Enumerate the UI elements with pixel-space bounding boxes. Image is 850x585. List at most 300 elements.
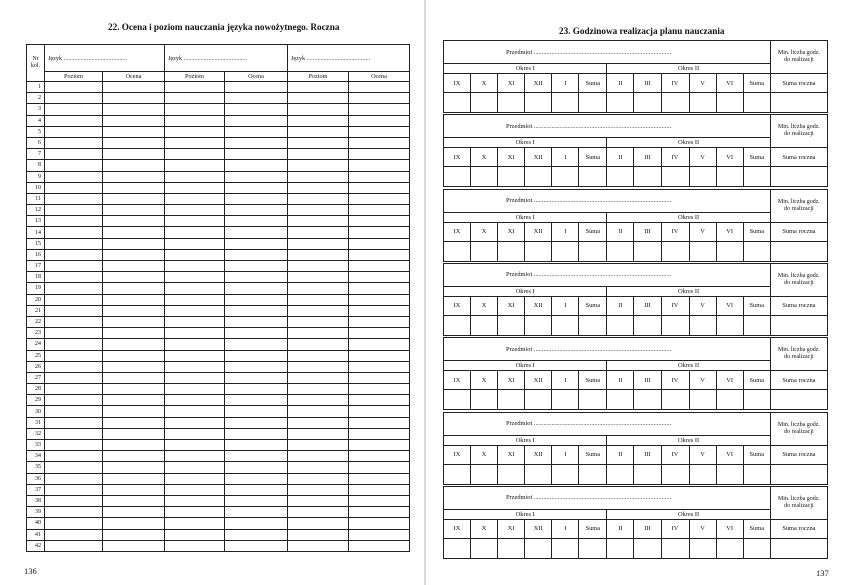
poziom-cell[interactable] [45, 272, 103, 283]
ocena-cell[interactable] [349, 294, 410, 305]
hours-cell[interactable] [743, 538, 770, 558]
ocena-cell[interactable] [225, 137, 288, 148]
poziom-cell[interactable] [165, 305, 225, 316]
hours-cell[interactable] [607, 241, 634, 261]
hours-cell[interactable] [770, 241, 827, 261]
hours-cell[interactable] [552, 464, 579, 484]
hours-cell[interactable] [525, 390, 552, 410]
ocena-cell[interactable] [225, 395, 288, 406]
ocena-cell[interactable] [103, 395, 165, 406]
ocena-cell[interactable] [103, 350, 165, 361]
poziom-cell[interactable] [45, 372, 103, 383]
poziom-cell[interactable] [288, 171, 349, 182]
ocena-cell[interactable] [349, 540, 410, 551]
poziom-cell[interactable] [288, 238, 349, 249]
poziom-cell[interactable] [45, 126, 103, 137]
poziom-cell[interactable] [288, 518, 349, 529]
ocena-cell[interactable] [349, 316, 410, 327]
hours-cell[interactable] [552, 167, 579, 187]
poziom-cell[interactable] [45, 249, 103, 260]
poziom-cell[interactable] [45, 428, 103, 439]
ocena-cell[interactable] [103, 384, 165, 395]
hours-cell[interactable] [471, 538, 498, 558]
hours-cell[interactable] [634, 167, 661, 187]
poziom-cell[interactable] [165, 171, 225, 182]
ocena-cell[interactable] [103, 126, 165, 137]
hours-cell[interactable] [661, 241, 689, 261]
hours-cell[interactable] [471, 390, 498, 410]
ocena-cell[interactable] [103, 328, 165, 339]
poziom-cell[interactable] [288, 160, 349, 171]
hours-cell[interactable] [770, 464, 827, 484]
ocena-cell[interactable] [225, 316, 288, 327]
ocena-cell[interactable] [349, 484, 410, 495]
ocena-cell[interactable] [225, 417, 288, 428]
ocena-cell[interactable] [349, 350, 410, 361]
poziom-cell[interactable] [165, 137, 225, 148]
poziom-cell[interactable] [288, 126, 349, 137]
ocena-cell[interactable] [103, 205, 165, 216]
hours-cell[interactable] [525, 167, 552, 187]
poziom-cell[interactable] [288, 540, 349, 551]
ocena-cell[interactable] [225, 216, 288, 227]
hours-cell[interactable] [716, 315, 743, 335]
hours-cell[interactable] [661, 538, 689, 558]
ocena-cell[interactable] [225, 294, 288, 305]
ocena-cell[interactable] [225, 507, 288, 518]
ocena-cell[interactable] [103, 171, 165, 182]
ocena-cell[interactable] [103, 484, 165, 495]
ocena-cell[interactable] [349, 171, 410, 182]
poziom-cell[interactable] [45, 149, 103, 160]
hours-cell[interactable] [716, 464, 743, 484]
ocena-cell[interactable] [349, 126, 410, 137]
ocena-cell[interactable] [225, 160, 288, 171]
hours-cell[interactable] [689, 93, 716, 113]
hours-cell[interactable] [471, 315, 498, 335]
ocena-cell[interactable] [225, 495, 288, 506]
hours-cell[interactable] [471, 464, 498, 484]
poziom-cell[interactable] [165, 372, 225, 383]
poziom-cell[interactable] [288, 350, 349, 361]
ocena-cell[interactable] [349, 104, 410, 115]
poziom-cell[interactable] [288, 305, 349, 316]
hours-cell[interactable] [552, 241, 579, 261]
hours-cell[interactable] [689, 464, 716, 484]
ocena-cell[interactable] [349, 507, 410, 518]
ocena-cell[interactable] [103, 137, 165, 148]
hours-cell[interactable] [743, 167, 770, 187]
language-field-3[interactable]: Język ......................................... [288, 45, 410, 72]
poziom-cell[interactable] [288, 115, 349, 126]
hours-cell[interactable] [579, 315, 607, 335]
poziom-cell[interactable] [45, 205, 103, 216]
poziom-cell[interactable] [288, 473, 349, 484]
ocena-cell[interactable] [225, 440, 288, 451]
poziom-cell[interactable] [45, 216, 103, 227]
ocena-cell[interactable] [103, 507, 165, 518]
poziom-cell[interactable] [288, 182, 349, 193]
ocena-cell[interactable] [349, 238, 410, 249]
hours-cell[interactable] [444, 464, 471, 484]
poziom-cell[interactable] [288, 249, 349, 260]
poziom-cell[interactable] [165, 529, 225, 540]
poziom-cell[interactable] [45, 193, 103, 204]
ocena-cell[interactable] [349, 372, 410, 383]
hours-cell[interactable] [607, 390, 634, 410]
poziom-cell[interactable] [45, 540, 103, 551]
hours-cell[interactable] [716, 538, 743, 558]
ocena-cell[interactable] [103, 440, 165, 451]
hours-cell[interactable] [661, 464, 689, 484]
ocena-cell[interactable] [103, 540, 165, 551]
poziom-cell[interactable] [45, 518, 103, 529]
poziom-cell[interactable] [288, 328, 349, 339]
poziom-cell[interactable] [288, 205, 349, 216]
poziom-cell[interactable] [288, 372, 349, 383]
ocena-cell[interactable] [225, 518, 288, 529]
poziom-cell[interactable] [45, 316, 103, 327]
poziom-cell[interactable] [165, 93, 225, 104]
ocena-cell[interactable] [103, 305, 165, 316]
hours-cell[interactable] [471, 93, 498, 113]
hours-cell[interactable] [743, 241, 770, 261]
poziom-cell[interactable] [45, 406, 103, 417]
hours-cell[interactable] [471, 167, 498, 187]
poziom-cell[interactable] [288, 82, 349, 93]
ocena-cell[interactable] [103, 261, 165, 272]
ocena-cell[interactable] [103, 518, 165, 529]
subject-field[interactable]: Przedmiot ...................................................................................... [444, 263, 771, 286]
ocena-cell[interactable] [349, 182, 410, 193]
ocena-cell[interactable] [349, 205, 410, 216]
language-field-2[interactable]: Język ......................................... [165, 45, 288, 72]
ocena-cell[interactable] [349, 272, 410, 283]
poziom-cell[interactable] [288, 216, 349, 227]
poziom-cell[interactable] [165, 350, 225, 361]
poziom-cell[interactable] [165, 395, 225, 406]
poziom-cell[interactable] [45, 395, 103, 406]
ocena-cell[interactable] [349, 361, 410, 372]
poziom-cell[interactable] [45, 473, 103, 484]
poziom-cell[interactable] [165, 249, 225, 260]
poziom-cell[interactable] [165, 160, 225, 171]
hours-cell[interactable] [743, 315, 770, 335]
ocena-cell[interactable] [225, 205, 288, 216]
poziom-cell[interactable] [45, 283, 103, 294]
poziom-cell[interactable] [45, 529, 103, 540]
poziom-cell[interactable] [45, 451, 103, 462]
hours-cell[interactable] [716, 167, 743, 187]
poziom-cell[interactable] [288, 193, 349, 204]
ocena-cell[interactable] [103, 361, 165, 372]
poziom-cell[interactable] [45, 160, 103, 171]
poziom-cell[interactable] [45, 82, 103, 93]
poziom-cell[interactable] [288, 417, 349, 428]
ocena-cell[interactable] [349, 261, 410, 272]
poziom-cell[interactable] [165, 216, 225, 227]
ocena-cell[interactable] [225, 193, 288, 204]
ocena-cell[interactable] [103, 104, 165, 115]
subject-field[interactable]: Przedmiot ...................................................................................... [444, 189, 771, 212]
poziom-cell[interactable] [288, 272, 349, 283]
hours-cell[interactable] [661, 390, 689, 410]
ocena-cell[interactable] [225, 104, 288, 115]
poziom-cell[interactable] [288, 93, 349, 104]
ocena-cell[interactable] [225, 462, 288, 473]
poziom-cell[interactable] [165, 361, 225, 372]
ocena-cell[interactable] [103, 406, 165, 417]
subject-field[interactable]: Przedmiot ...................................................................................... [444, 41, 771, 64]
hours-cell[interactable] [579, 167, 607, 187]
hours-cell[interactable] [743, 464, 770, 484]
poziom-cell[interactable] [45, 261, 103, 272]
hours-cell[interactable] [770, 390, 827, 410]
hours-cell[interactable] [579, 464, 607, 484]
ocena-cell[interactable] [349, 451, 410, 462]
ocena-cell[interactable] [103, 339, 165, 350]
ocena-cell[interactable] [103, 428, 165, 439]
hours-cell[interactable] [607, 464, 634, 484]
hours-cell[interactable] [770, 93, 827, 113]
poziom-cell[interactable] [165, 518, 225, 529]
poziom-cell[interactable] [288, 428, 349, 439]
hours-cell[interactable] [525, 241, 552, 261]
hours-cell[interactable] [661, 315, 689, 335]
poziom-cell[interactable] [45, 238, 103, 249]
poziom-cell[interactable] [288, 294, 349, 305]
poziom-cell[interactable] [165, 484, 225, 495]
hours-cell[interactable] [498, 241, 525, 261]
poziom-cell[interactable] [165, 149, 225, 160]
hours-cell[interactable] [716, 93, 743, 113]
ocena-cell[interactable] [225, 305, 288, 316]
poziom-cell[interactable] [45, 137, 103, 148]
poziom-cell[interactable] [165, 495, 225, 506]
ocena-cell[interactable] [225, 115, 288, 126]
ocena-cell[interactable] [225, 93, 288, 104]
ocena-cell[interactable] [349, 473, 410, 484]
ocena-cell[interactable] [349, 428, 410, 439]
ocena-cell[interactable] [225, 227, 288, 238]
ocena-cell[interactable] [349, 406, 410, 417]
poziom-cell[interactable] [165, 440, 225, 451]
ocena-cell[interactable] [349, 529, 410, 540]
poziom-cell[interactable] [165, 339, 225, 350]
ocena-cell[interactable] [103, 495, 165, 506]
ocena-cell[interactable] [225, 451, 288, 462]
poziom-cell[interactable] [288, 406, 349, 417]
poziom-cell[interactable] [288, 339, 349, 350]
ocena-cell[interactable] [225, 283, 288, 294]
poziom-cell[interactable] [165, 451, 225, 462]
poziom-cell[interactable] [45, 294, 103, 305]
poziom-cell[interactable] [165, 316, 225, 327]
hours-cell[interactable] [444, 390, 471, 410]
hours-cell[interactable] [444, 315, 471, 335]
ocena-cell[interactable] [103, 238, 165, 249]
ocena-cell[interactable] [349, 417, 410, 428]
ocena-cell[interactable] [349, 283, 410, 294]
hours-cell[interactable] [552, 93, 579, 113]
poziom-cell[interactable] [45, 328, 103, 339]
poziom-cell[interactable] [45, 305, 103, 316]
ocena-cell[interactable] [103, 294, 165, 305]
hours-cell[interactable] [525, 538, 552, 558]
poziom-cell[interactable] [165, 82, 225, 93]
poziom-cell[interactable] [165, 473, 225, 484]
poziom-cell[interactable] [165, 182, 225, 193]
subject-field[interactable]: Przedmiot ...................................................................................... [444, 486, 771, 509]
hours-cell[interactable] [743, 390, 770, 410]
poziom-cell[interactable] [165, 193, 225, 204]
hours-cell[interactable] [471, 241, 498, 261]
ocena-cell[interactable] [225, 473, 288, 484]
ocena-cell[interactable] [103, 462, 165, 473]
ocena-cell[interactable] [225, 261, 288, 272]
ocena-cell[interactable] [225, 126, 288, 137]
ocena-cell[interactable] [103, 473, 165, 484]
hours-cell[interactable] [634, 390, 661, 410]
ocena-cell[interactable] [349, 149, 410, 160]
poziom-cell[interactable] [45, 339, 103, 350]
poziom-cell[interactable] [165, 540, 225, 551]
hours-cell[interactable] [634, 315, 661, 335]
ocena-cell[interactable] [103, 249, 165, 260]
hours-cell[interactable] [552, 390, 579, 410]
ocena-cell[interactable] [349, 137, 410, 148]
poziom-cell[interactable] [288, 283, 349, 294]
poziom-cell[interactable] [165, 104, 225, 115]
ocena-cell[interactable] [103, 529, 165, 540]
hours-cell[interactable] [634, 241, 661, 261]
ocena-cell[interactable] [349, 227, 410, 238]
ocena-cell[interactable] [103, 216, 165, 227]
poziom-cell[interactable] [45, 182, 103, 193]
language-field-1[interactable]: Język ......................................... [45, 45, 165, 72]
poziom-cell[interactable] [288, 384, 349, 395]
hours-cell[interactable] [579, 390, 607, 410]
ocena-cell[interactable] [349, 518, 410, 529]
hours-cell[interactable] [498, 390, 525, 410]
poziom-cell[interactable] [165, 462, 225, 473]
poziom-cell[interactable] [288, 316, 349, 327]
hours-cell[interactable] [607, 315, 634, 335]
poziom-cell[interactable] [165, 261, 225, 272]
poziom-cell[interactable] [288, 395, 349, 406]
poziom-cell[interactable] [45, 507, 103, 518]
ocena-cell[interactable] [225, 339, 288, 350]
ocena-cell[interactable] [225, 249, 288, 260]
ocena-cell[interactable] [103, 193, 165, 204]
poziom-cell[interactable] [165, 294, 225, 305]
hours-cell[interactable] [498, 464, 525, 484]
ocena-cell[interactable] [225, 540, 288, 551]
ocena-cell[interactable] [225, 484, 288, 495]
hours-cell[interactable] [770, 315, 827, 335]
ocena-cell[interactable] [225, 328, 288, 339]
ocena-cell[interactable] [349, 440, 410, 451]
hours-cell[interactable] [634, 464, 661, 484]
ocena-cell[interactable] [225, 361, 288, 372]
poziom-cell[interactable] [165, 205, 225, 216]
hours-cell[interactable] [689, 390, 716, 410]
poziom-cell[interactable] [288, 104, 349, 115]
hours-cell[interactable] [716, 241, 743, 261]
hours-cell[interactable] [525, 93, 552, 113]
subject-field[interactable]: Przedmiot ...................................................................................... [444, 115, 771, 138]
ocena-cell[interactable] [225, 82, 288, 93]
ocena-cell[interactable] [103, 82, 165, 93]
poziom-cell[interactable] [165, 406, 225, 417]
ocena-cell[interactable] [349, 395, 410, 406]
hours-cell[interactable] [634, 93, 661, 113]
ocena-cell[interactable] [349, 495, 410, 506]
ocena-cell[interactable] [225, 272, 288, 283]
hours-cell[interactable] [444, 167, 471, 187]
poziom-cell[interactable] [165, 126, 225, 137]
ocena-cell[interactable] [349, 305, 410, 316]
hours-cell[interactable] [661, 93, 689, 113]
ocena-cell[interactable] [225, 149, 288, 160]
poziom-cell[interactable] [165, 428, 225, 439]
poziom-cell[interactable] [45, 227, 103, 238]
poziom-cell[interactable] [45, 462, 103, 473]
ocena-cell[interactable] [103, 316, 165, 327]
ocena-cell[interactable] [349, 115, 410, 126]
hours-cell[interactable] [716, 390, 743, 410]
hours-cell[interactable] [689, 315, 716, 335]
hours-cell[interactable] [525, 464, 552, 484]
ocena-cell[interactable] [349, 339, 410, 350]
hours-cell[interactable] [498, 538, 525, 558]
hours-cell[interactable] [607, 93, 634, 113]
poziom-cell[interactable] [288, 261, 349, 272]
poziom-cell[interactable] [165, 272, 225, 283]
ocena-cell[interactable] [103, 149, 165, 160]
hours-cell[interactable] [498, 93, 525, 113]
hours-cell[interactable] [689, 538, 716, 558]
ocena-cell[interactable] [103, 160, 165, 171]
ocena-cell[interactable] [225, 171, 288, 182]
poziom-cell[interactable] [45, 440, 103, 451]
subject-field[interactable]: Przedmiot ...................................................................................... [444, 338, 771, 361]
hours-cell[interactable] [444, 93, 471, 113]
hours-cell[interactable] [579, 93, 607, 113]
hours-cell[interactable] [444, 538, 471, 558]
poziom-cell[interactable] [288, 451, 349, 462]
ocena-cell[interactable] [225, 384, 288, 395]
poziom-cell[interactable] [165, 328, 225, 339]
poziom-cell[interactable] [288, 484, 349, 495]
ocena-cell[interactable] [103, 283, 165, 294]
ocena-cell[interactable] [225, 350, 288, 361]
poziom-cell[interactable] [288, 137, 349, 148]
poziom-cell[interactable] [288, 495, 349, 506]
ocena-cell[interactable] [349, 249, 410, 260]
ocena-cell[interactable] [349, 193, 410, 204]
poziom-cell[interactable] [165, 384, 225, 395]
poziom-cell[interactable] [288, 227, 349, 238]
hours-cell[interactable] [444, 241, 471, 261]
poziom-cell[interactable] [288, 361, 349, 372]
poziom-cell[interactable] [288, 462, 349, 473]
hours-cell[interactable] [770, 167, 827, 187]
ocena-cell[interactable] [103, 115, 165, 126]
ocena-cell[interactable] [349, 384, 410, 395]
poziom-cell[interactable] [165, 238, 225, 249]
poziom-cell[interactable] [45, 115, 103, 126]
